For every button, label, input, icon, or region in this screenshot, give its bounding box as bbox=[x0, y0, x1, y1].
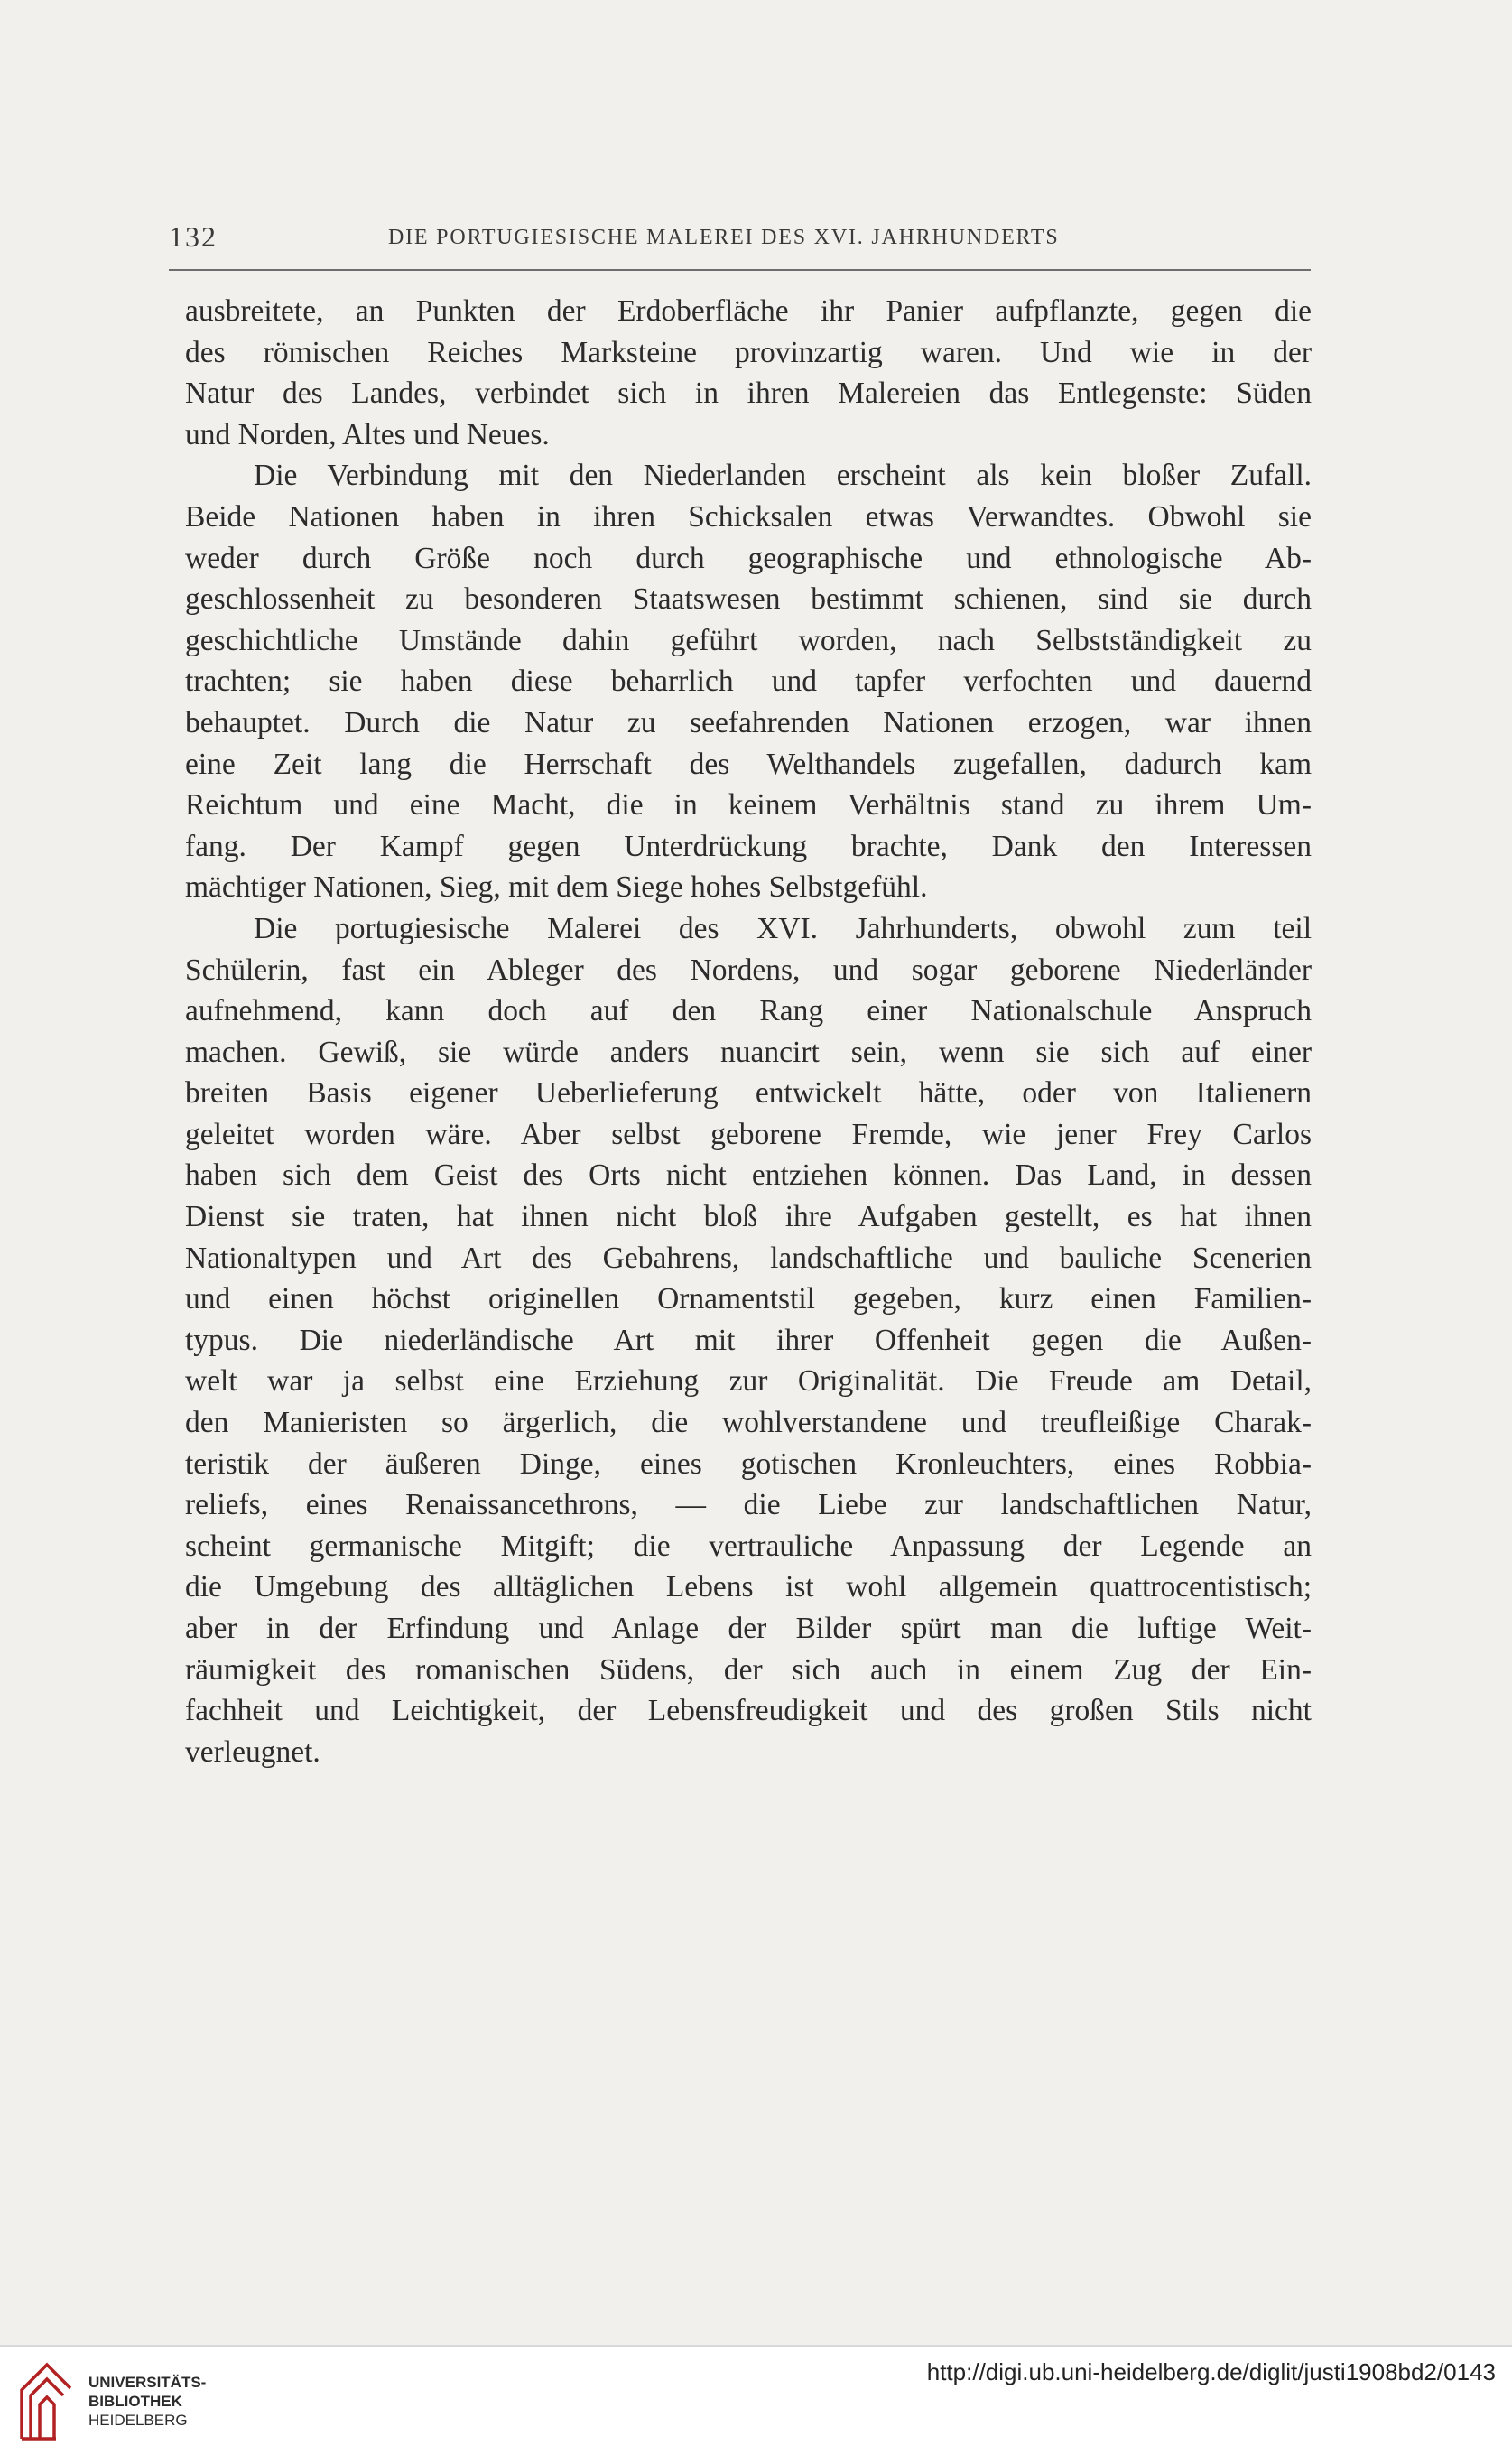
text-line: breiten Basis eigener Ueberlieferung entwickelt hätte, oder von Italienern bbox=[185, 1076, 1312, 1111]
text-line: reliefs, eines Renaissancethrons, — die Liebe zur landschaftlichen Natur, bbox=[185, 1488, 1312, 1522]
text-line: haben sich dem Geist des Orts nicht entziehen können. Das Land, in dessen bbox=[185, 1158, 1312, 1193]
text-line: Nationaltypen und Art des Gebahrens, landschaftliche und bauliche Scenerien bbox=[185, 1241, 1312, 1275]
text-line: typus. Die niederländische Art mit ihrer Offenheit gegen die Außen- bbox=[185, 1323, 1312, 1357]
text-line: aufnehmend, kann doch auf den Rang einer Nationalschule Anspruch bbox=[185, 994, 1312, 1028]
text-line: und einen höchst originellen Ornamentstil gegeben, kurz einen Familien- bbox=[185, 1282, 1312, 1316]
text-line: scheint germanische Mitgift; die vertrauliche Anpassung der Legende an bbox=[185, 1529, 1312, 1563]
text-line: weder durch Größe noch durch geographische und ethnologische Ab- bbox=[185, 541, 1312, 575]
text-line: und Norden, Altes und Neues. bbox=[185, 417, 550, 451]
running-head: DIE PORTUGIESISCHE MALEREI DES XVI. JAHRHUNDERTS bbox=[388, 226, 1060, 249]
body-text bbox=[185, 291, 1312, 1772]
library-name-line: UNIVERSITÄTS- bbox=[88, 2374, 207, 2391]
text-line: Die portugiesische Malerei des XVI. Jahrhunderts, obwohl zum teil bbox=[254, 911, 1312, 945]
text-line: trachten; sie haben diese beharrlich und tapfer verfochten und dauernd bbox=[185, 665, 1312, 699]
text-line: geschlossenheit zu besonderen Staatswesen bestimmt schienen, sind sie durch bbox=[185, 582, 1312, 617]
text-line: Natur des Landes, verbindet sich in ihren Malereien das Entlegenste: Süden bbox=[185, 377, 1312, 411]
text-line: den Manieristen so ärgerlich, die wohlverstandene und treufleißige Charak- bbox=[185, 1406, 1312, 1440]
text-line: ausbreitete, an Punkten der Erdoberfläche ihr Panier aufpflanzte, gegen die bbox=[185, 294, 1312, 328]
source-url-link[interactable]: http://digi.ub.uni-heidelberg.de/diglit/justi1908bd2/0143 bbox=[926, 2358, 1496, 2385]
library-name bbox=[88, 2373, 206, 2430]
text-line: verleugnet. bbox=[185, 1734, 320, 1769]
page-number: 132 bbox=[169, 220, 218, 253]
text-line: eine Zeit lang die Herrschaft des Welthandels zugefallen, dadurch kam bbox=[185, 747, 1312, 781]
text-line: fang. Der Kampf gegen Unterdrückung brachte, Dank den Interessen bbox=[185, 829, 1312, 863]
text-line: geschichtliche Umstände dahin geführt worden, nach Selbstständigkeit zu bbox=[185, 623, 1312, 657]
text-line: teristik der äußeren Dinge, eines gotischen Kronleuchters, eines Robbia- bbox=[185, 1446, 1312, 1481]
text-line: behauptet. Durch die Natur zu seefahrenden Nationen erzogen, war ihnen bbox=[185, 705, 1312, 739]
text-line: Reichtum und eine Macht, die in keinem Verhältnis stand zu ihrem Um- bbox=[185, 788, 1312, 823]
text-line: welt war ja selbst eine Erziehung zur Originalität. Die Freude am Detail, bbox=[185, 1364, 1312, 1399]
text-line: des römischen Reiches Marksteine provinzartig waren. Und wie in der bbox=[185, 335, 1312, 369]
text-line: aber in der Erfindung und Anlage der Bilder spürt man die luftige Weit- bbox=[185, 1612, 1312, 1645]
library-name-line: HEIDELBERG bbox=[88, 2412, 188, 2429]
text-line: die Umgebung des alltäglichen Lebens ist wohl allgemein quattrocentistisch; bbox=[185, 1570, 1312, 1604]
university-library-logo-icon bbox=[16, 2359, 76, 2442]
text-line: geleitet worden wäre. Aber selbst geborene Fremde, wie jener Frey Carlos bbox=[185, 1117, 1312, 1151]
text-line: Die Verbindung mit den Niederlanden erscheint als kein bloßer Zufall. bbox=[254, 459, 1312, 493]
text-line: mächtiger Nationen, Sieg, mit dem Siege hohes Selbstgefühl. bbox=[185, 870, 928, 905]
text-line: fachheit und Leichtigkeit, der Lebensfreudigkeit und des großen Stils nicht bbox=[185, 1694, 1312, 1728]
library-name-line: BIBLIOTHEK bbox=[88, 2393, 182, 2410]
text-line: machen. Gewiß, sie würde anders nuancirt sein, wenn sie sich auf einer bbox=[185, 1035, 1312, 1069]
text-line: Schülerin, fast ein Ableger des Nordens, und sogar geborene Niederländer bbox=[185, 953, 1312, 987]
text-line: Dienst sie traten, hat ihnen nicht bloß ihre Aufgaben gestellt, es hat ihnen bbox=[185, 1200, 1312, 1234]
page-header bbox=[169, 215, 1311, 271]
text-line: Beide Nationen haben in ihren Schicksalen etwas Verwandtes. Obwohl sie bbox=[185, 499, 1312, 534]
text-line: räumigkeit des romanischen Südens, der sich auch in einem Zug der Ein- bbox=[185, 1652, 1312, 1687]
